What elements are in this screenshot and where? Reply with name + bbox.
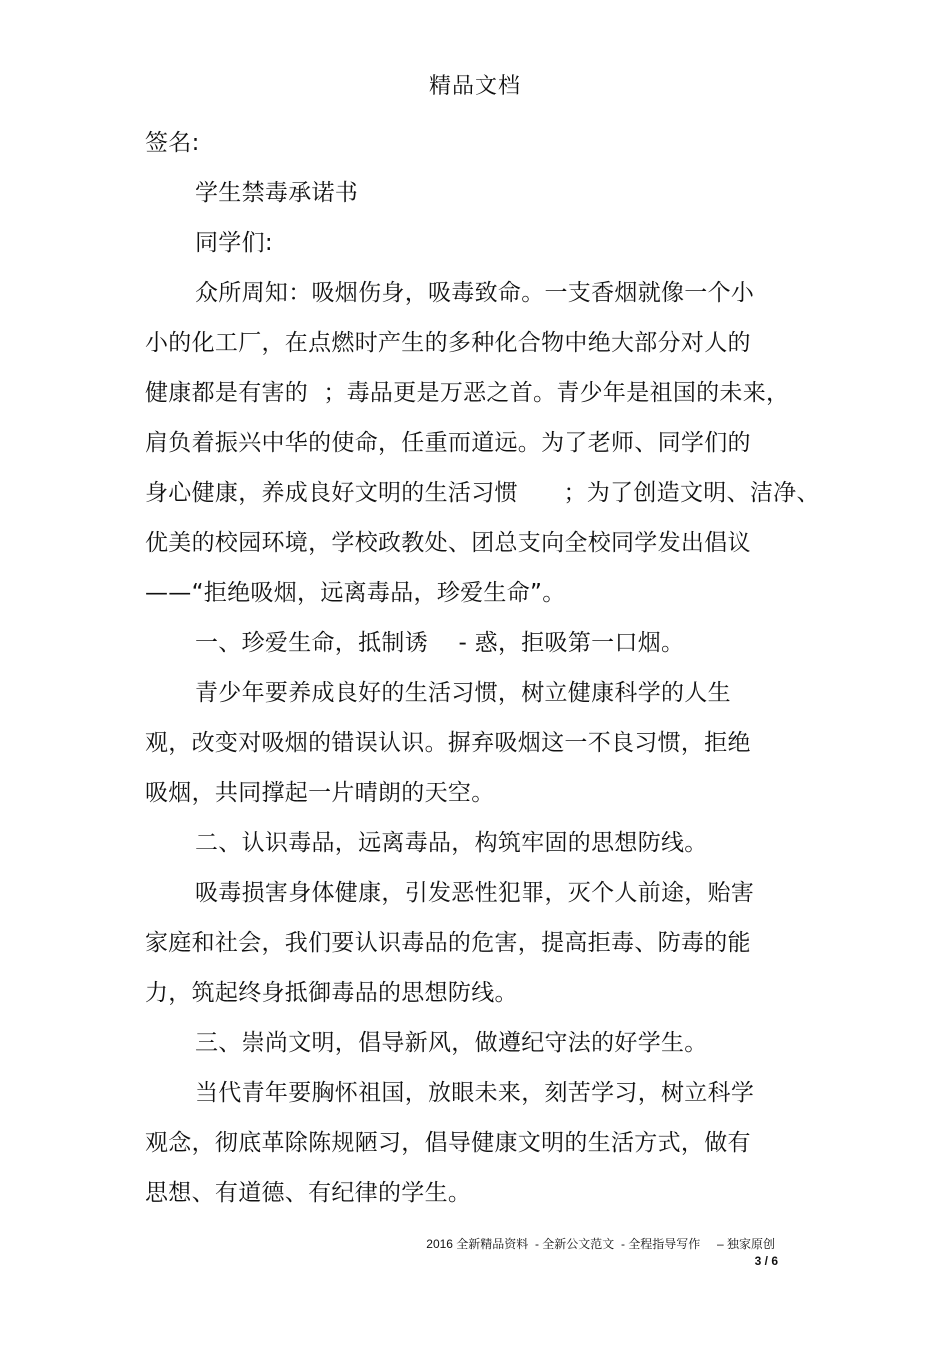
body-line: 优美的校园环境，学校政教处、团总支向全校同学发出倡议: [145, 530, 751, 556]
salutation: 同学们:: [195, 230, 273, 256]
body-line: 观念，彻底革除陈规陋习，倡导健康文明的生活方式，做有: [145, 1130, 751, 1156]
body-line: 观，改变对吸烟的错误认识。摒弃吸烟这一不良习惯，拒绝: [145, 730, 751, 756]
section-heading-3: 三、崇尚文明，倡导新风，做遵纪守法的好学生。: [195, 1030, 708, 1056]
body-line: 当代青年要胸怀祖国，放眼未来，刻苦学习，树立科学: [195, 1080, 755, 1106]
body-line: 吸烟，共同撑起一片晴朗的天空。: [145, 780, 495, 806]
body-line: 力，筑起终身抵御毒品的思想防线。: [145, 980, 518, 1006]
section-heading-1: 一、珍爱生命，抵制诱 - 惑，拒吸第一口烟。: [195, 630, 685, 656]
signature-label: 签名:: [145, 130, 200, 156]
body-line: 众所周知：吸烟伤身，吸毒致命。一支香烟就像一个小: [195, 280, 755, 306]
page-number: 3 / 6: [754, 1254, 778, 1268]
body-line: 肩负着振兴中华的使命，任重而道远。为了老师、同学们的: [145, 430, 751, 456]
body-line: 家庭和社会，我们要认识毒品的危害，提高拒毒、防毒的能: [145, 930, 751, 956]
body-line: 思想、有道德、有纪律的学生。: [145, 1180, 472, 1206]
document-title: 学生禁毒承诺书: [195, 180, 359, 206]
body-line: 青少年要养成良好的生活习惯，树立健康科学的人生: [195, 680, 731, 706]
page-header: 精品文档: [428, 74, 521, 99]
section-heading-2: 二、认识毒品，远离毒品，构筑牢固的思想防线。: [195, 830, 708, 856]
body-line: 身心健康，养成良好文明的生活习惯 ；为了创造文明、洁净、: [145, 480, 820, 506]
footer-text: 2016 全新精品资料 - 全新公文范文 - 全程指导写作 – 独家原创: [426, 1237, 775, 1251]
body-line: 健康都是有害的 ；毒品更是万恶之首。青少年是祖国的未来，: [145, 380, 790, 406]
body-line: 小的化工厂，在点燃时产生的多种化合物中绝大部分对人的: [145, 330, 751, 356]
body-line: 吸毒损害身体健康，引发恶性犯罪，灭个人前途，贻害: [195, 880, 755, 906]
body-line: ——“拒绝吸烟，远离毒品，珍爱生命”。: [145, 580, 566, 606]
